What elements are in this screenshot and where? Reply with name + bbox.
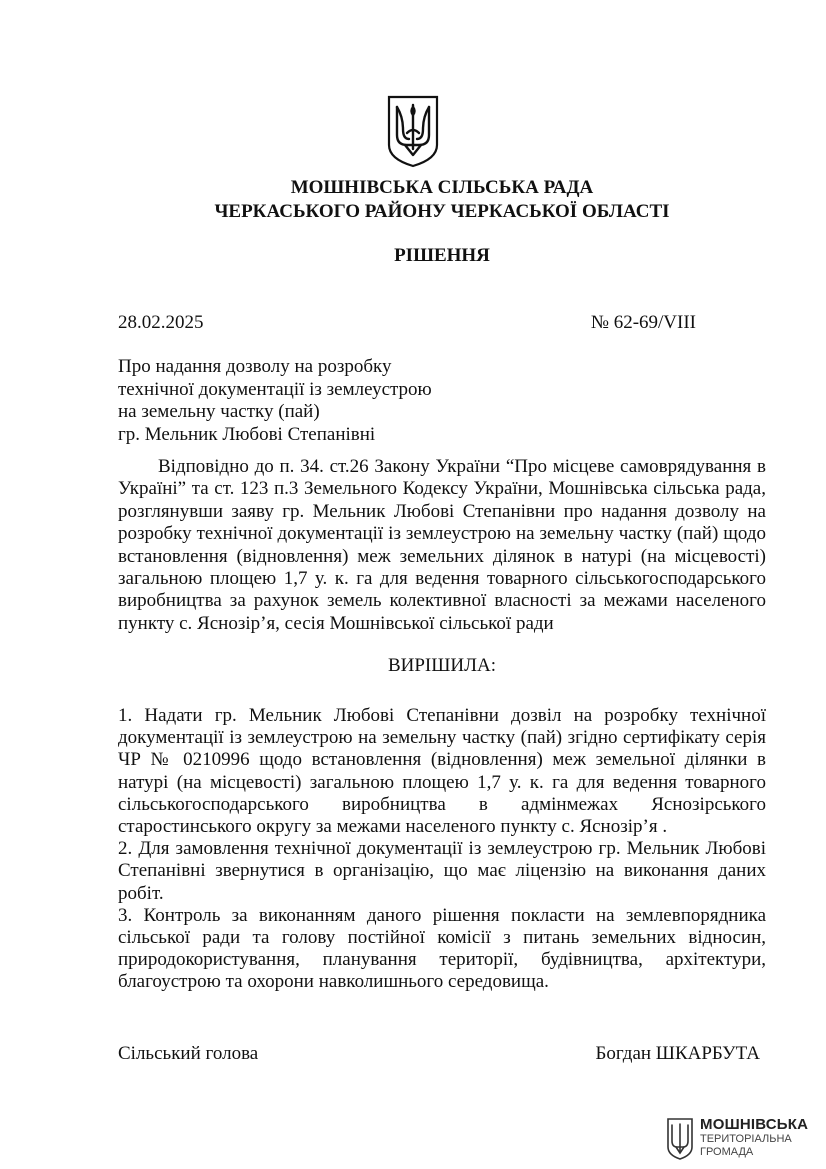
subject-line: технічної документації із землеустрою: [118, 378, 432, 400]
decision-items: [118, 705, 766, 994]
subject-line: на земельну частку (пай): [118, 401, 320, 422]
signatory-position: Сільський голова: [118, 1043, 259, 1064]
signatory-name: Богдан ШКАРБУТА: [595, 1043, 760, 1064]
decision-number: № 62-69/VIII: [590, 312, 696, 333]
council-region: ЧЕРКАСЬКОГО РАЙОНУ ЧЕРКАСЬКОЇ ОБЛАСТІ: [214, 201, 670, 222]
community-watermark: [666, 1117, 816, 1163]
watermark-subtitle: ТЕРИТОРІАЛЬНА: [700, 1133, 792, 1145]
trident-shield-icon: [666, 1117, 694, 1161]
council-header: [0, 176, 826, 224]
decision-item: 3. Контроль за виконанням даного рішення покласти на землевпорядника сільської ради та голову постійної комісії з питань земельних відносин, природокористування, планування території, будівництва, архітектури, благоустрою та охорони навколишнього середовища.: [118, 904, 766, 993]
decision-item: 1. Надати гр. Мельник Любові Степанівни дозвіл на розробку технічної документації із землеустрою на земельну частку (пай) згідно сертифікату серія ЧР № 0210996 щодо встановлення (відновлення) меж земельної ділянки в натурі (на місцевості) загальною площею 1,7 у. к. га для ведення товарного сільськогосподарського виробництва в адмінмежах Яснозірського старостинського округу за межами населеного пункту с. Яснозір’я .: [118, 705, 766, 838]
decision-item: 2. Для замовлення технічної документації із землеустрою гр. Мельник Любові Степанівні звернутися в організацію, що має ліцензію на виконання даних робіт.: [118, 838, 766, 904]
watermark-subtitle: ГРОМАДА: [700, 1146, 754, 1158]
preamble-paragraph: Відповідно до п. 34. ст.26 Закону України “Про місцеве самоврядування в Україні” та ст. 123 п.3 Земельного Кодексу України, Мошнівська сільська рада, розглянувши заяву гр. Мельник Любові Степанівни про надання дозволу на розробку технічної документації із землеустрою на земельну частку (пай) щодо встановлення (відновлення) меж земельних ділянок в натурі (на місцевості) загальною площею 1,7 у. к. га для ведення товарного сільськогосподарського виробництва за рахунок земель колективної власності за межами населеного пункту с. Яснозір’я, сесія Мошнівської сільської ради: [118, 456, 766, 634]
watermark-title: МОШНІВСЬКА: [700, 1116, 809, 1133]
decision-subject: [118, 356, 432, 446]
subject-line: гр. Мельник Любові Степанівні: [118, 423, 376, 445]
trident-coat-of-arms-icon: [385, 93, 441, 169]
council-name: МОШНІВСЬКА СІЛЬСЬКА РАДА: [290, 177, 594, 198]
document-title: РІШЕННЯ: [394, 245, 490, 266]
decided-heading: ВИРІШИЛА:: [387, 655, 497, 676]
subject-line: Про надання дозволу на розробку: [118, 356, 392, 377]
decision-date: 28.02.2025: [118, 312, 204, 333]
